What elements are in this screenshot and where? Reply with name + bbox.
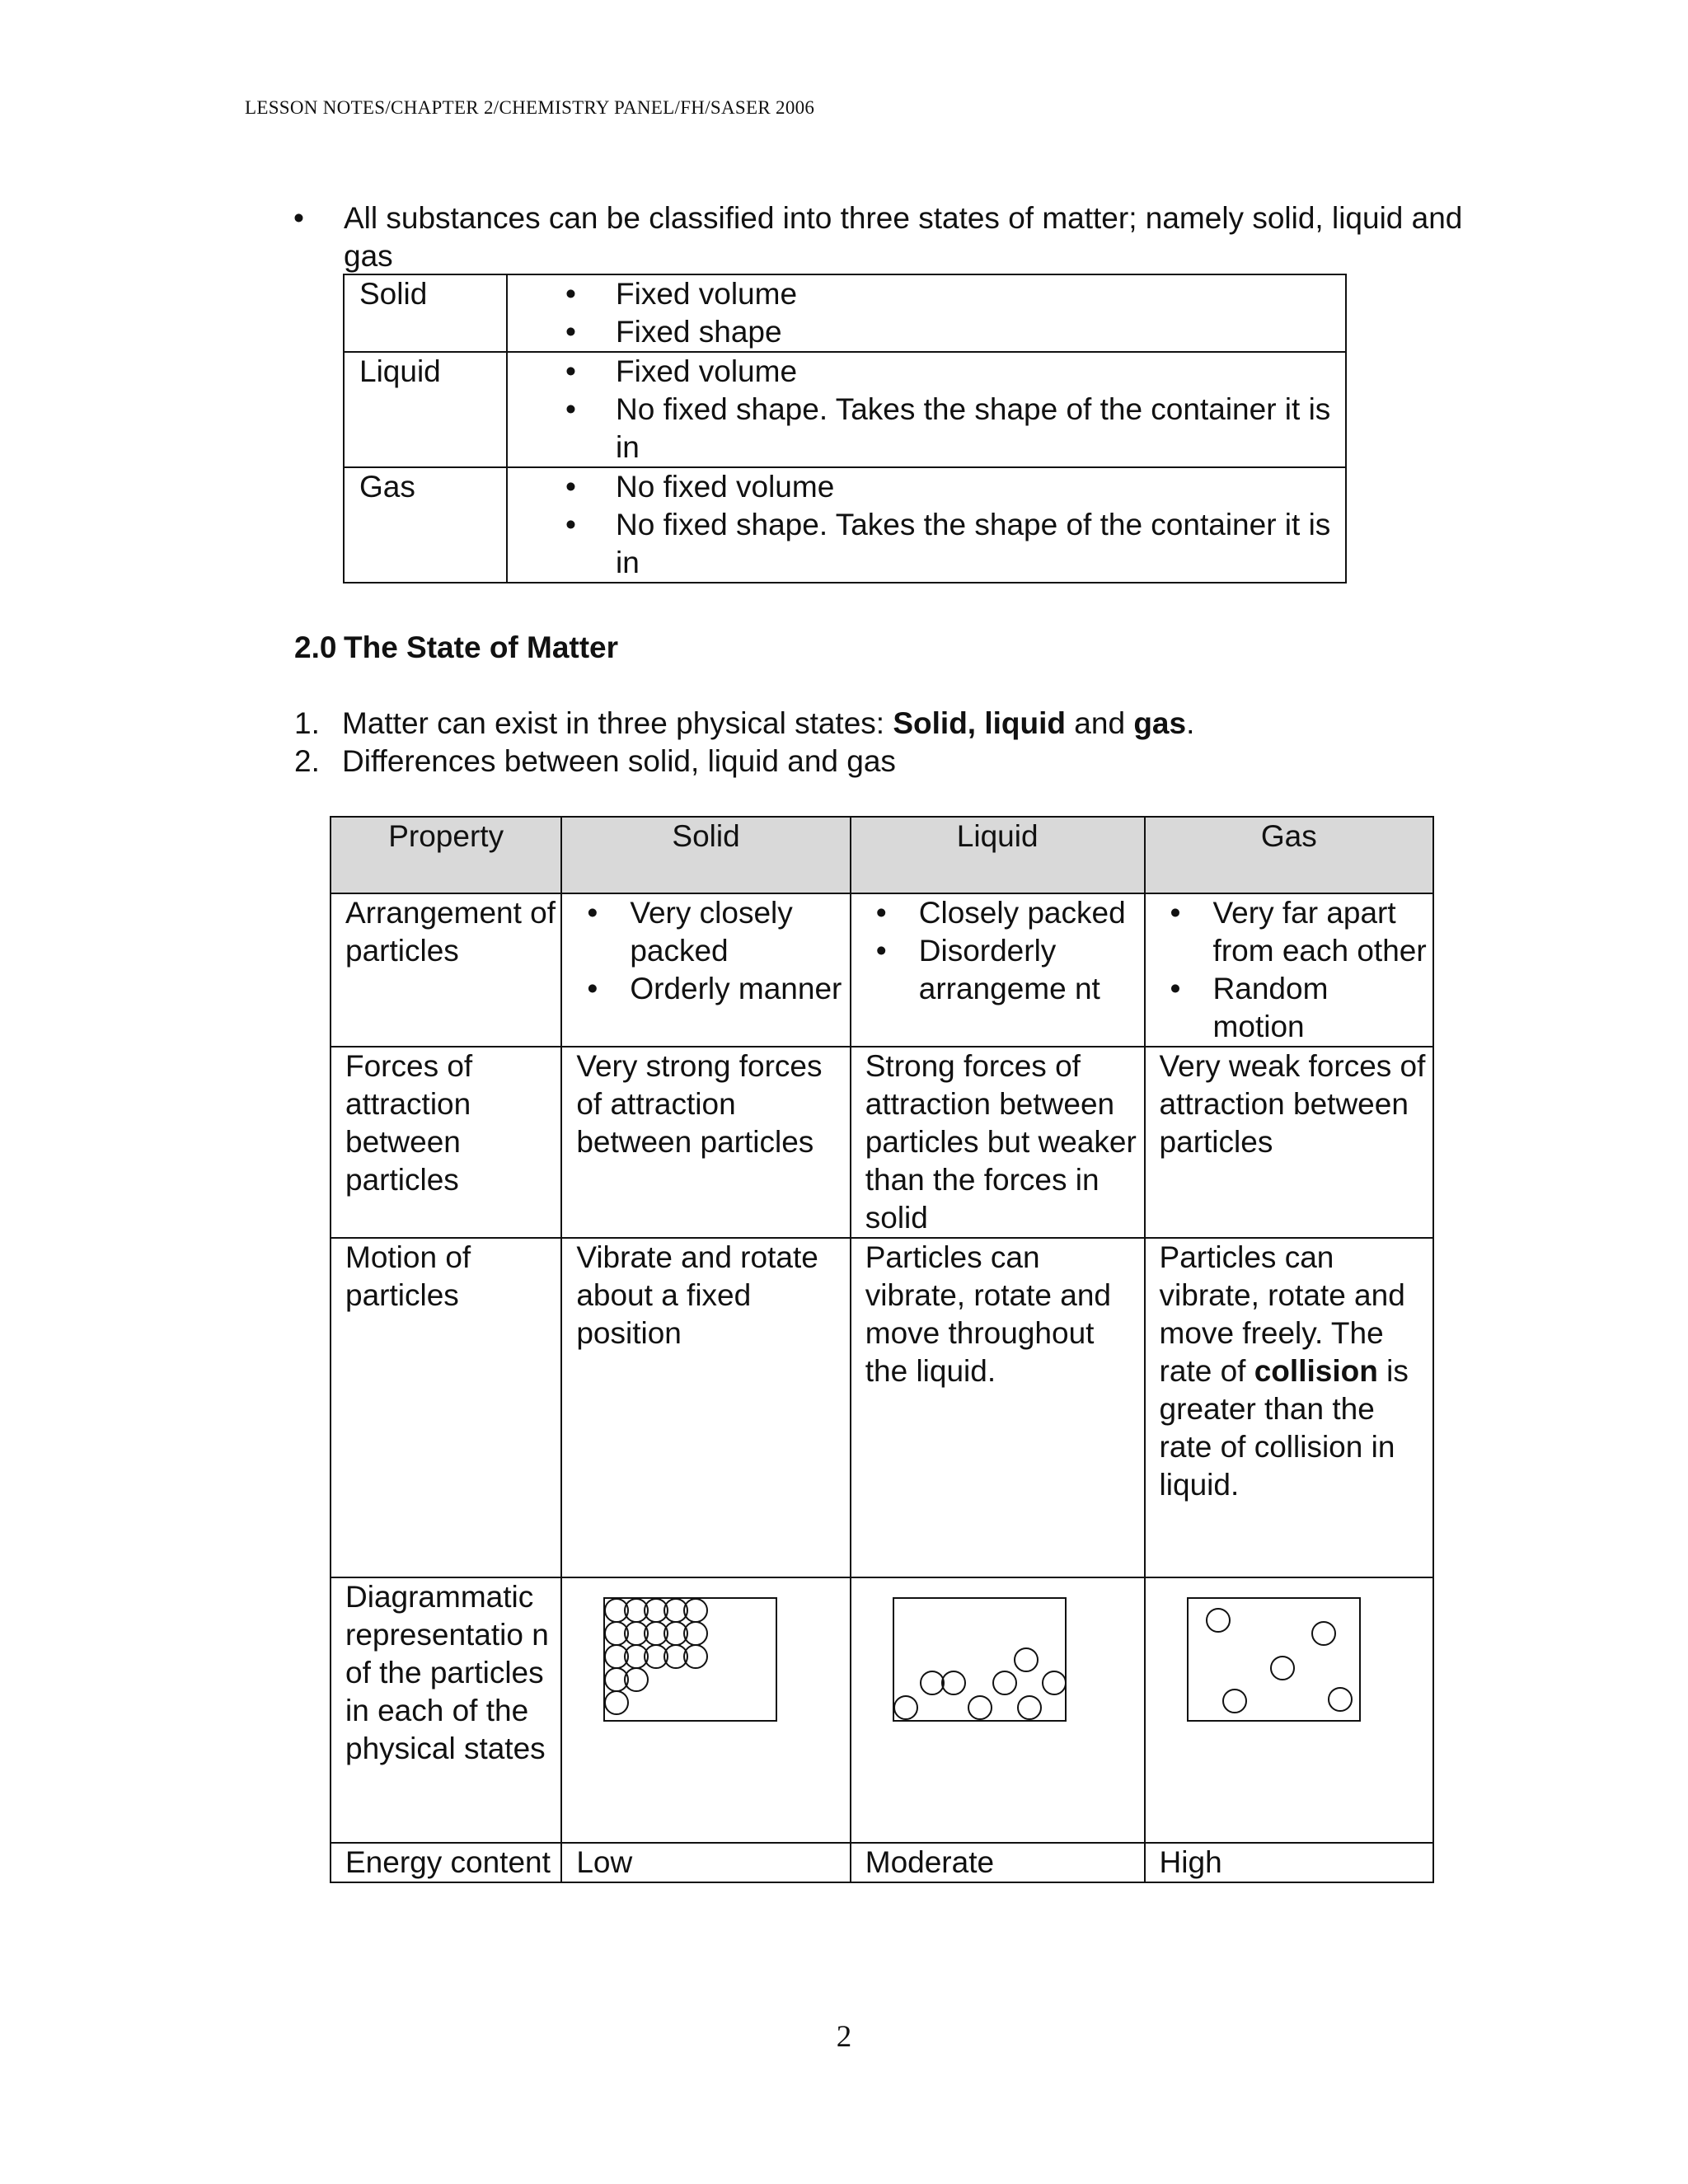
cell-text: Particles can vibrate, rotate and move freely. The rate of bbox=[1159, 1240, 1405, 1388]
table-cell: Particles can vibrate, rotate and move throughout the liquid. bbox=[851, 1238, 1145, 1577]
table-cell bbox=[1145, 1577, 1433, 1843]
solid-particles-diagram bbox=[603, 1597, 778, 1722]
table-cell bbox=[851, 1577, 1145, 1843]
list-item: • No fixed shape. Takes the shape of the container it is in bbox=[557, 506, 1345, 582]
table-cell bbox=[851, 893, 1145, 1047]
list-item: • Fixed shape bbox=[557, 313, 1345, 351]
cell-text: is greater than the rate of collision in liquid. bbox=[1159, 1354, 1409, 1502]
intro-text: All substances can be classified into three states of matter; namely solid, liquid and gas bbox=[344, 201, 1463, 273]
running-header: LESSON NOTES/CHAPTER 2/CHEMISTRY PANEL/FH/SASER 2006 bbox=[245, 97, 815, 118]
state-name: Liquid bbox=[344, 352, 507, 467]
differences-table bbox=[330, 816, 1434, 1883]
column-header: Property bbox=[331, 817, 561, 893]
state-name: Solid bbox=[344, 274, 507, 352]
list-item: • Random motion bbox=[1164, 970, 1428, 1046]
table-row bbox=[331, 1843, 1433, 1882]
column-header: Liquid bbox=[851, 817, 1145, 893]
list-item: • No fixed volume bbox=[557, 468, 1345, 506]
table-row bbox=[331, 1047, 1433, 1238]
bold-text: gas bbox=[1133, 706, 1187, 740]
list-number: 1. bbox=[294, 706, 320, 740]
list-item: • Disorderly arrangeme nt bbox=[870, 932, 1139, 1008]
list-item bbox=[294, 743, 1194, 780]
page-number: 2 bbox=[836, 2020, 852, 2054]
table-row bbox=[344, 274, 1346, 352]
bullet-icon: • bbox=[293, 201, 304, 235]
table-row bbox=[344, 352, 1346, 467]
row-label: Energy content bbox=[331, 1843, 561, 1882]
list-number: 2. bbox=[294, 744, 320, 778]
list-item: • Orderly manner bbox=[580, 970, 844, 1008]
row-label: Diagrammatic representatio n of the particles in each of the physical states bbox=[331, 1577, 561, 1843]
state-properties bbox=[507, 467, 1346, 583]
state-properties bbox=[507, 274, 1346, 352]
table-cell bbox=[561, 893, 850, 1047]
state-name: Gas bbox=[344, 467, 507, 583]
table-cell: Strong forces of attraction between particles but weaker than the forces in solid bbox=[851, 1047, 1145, 1238]
table-cell: Moderate bbox=[851, 1843, 1145, 1882]
liquid-particles-diagram bbox=[893, 1597, 1067, 1722]
row-label: Forces of attraction between particles bbox=[331, 1047, 561, 1238]
table-cell: Very strong forces of attraction between particles bbox=[561, 1047, 850, 1238]
section-number: 2.0 bbox=[294, 630, 337, 664]
list-item: • Fixed volume bbox=[557, 353, 1345, 391]
table-row bbox=[331, 1577, 1433, 1843]
table-row bbox=[344, 467, 1346, 583]
section-title: The State of Matter bbox=[344, 630, 619, 664]
table-cell bbox=[1145, 893, 1433, 1047]
list-item bbox=[294, 705, 1194, 743]
table-header-row bbox=[331, 817, 1433, 893]
row-label: Arrangement of particles bbox=[331, 893, 561, 1047]
list-item: • Very far apart from each other bbox=[1164, 894, 1428, 970]
table-cell: Very weak forces of attraction between particles bbox=[1145, 1047, 1433, 1238]
table-row bbox=[331, 1238, 1433, 1577]
state-properties bbox=[507, 352, 1346, 467]
list-item: • No fixed shape. Takes the shape of the container it is in bbox=[557, 391, 1345, 466]
bold-text: Solid, liquid bbox=[893, 706, 1067, 740]
list-item: • Fixed volume bbox=[557, 275, 1345, 313]
table-cell: Low bbox=[561, 1843, 850, 1882]
list-text: and bbox=[1066, 706, 1134, 740]
list-text: Differences between solid, liquid and gas bbox=[342, 744, 896, 778]
column-header: Solid bbox=[561, 817, 850, 893]
states-of-matter-table bbox=[343, 274, 1347, 583]
gas-particles-diagram bbox=[1187, 1597, 1362, 1722]
numbered-list bbox=[294, 705, 1194, 780]
table-cell: High bbox=[1145, 1843, 1433, 1882]
column-header: Gas bbox=[1145, 817, 1433, 893]
list-text: Matter can exist in three physical states: bbox=[342, 706, 893, 740]
table-cell bbox=[1145, 1238, 1433, 1577]
list-item: • Very closely packed bbox=[580, 894, 844, 970]
row-label: Motion of particles bbox=[331, 1238, 561, 1577]
table-cell: Vibrate and rotate about a fixed position bbox=[561, 1238, 850, 1577]
bold-text: collision bbox=[1254, 1354, 1378, 1388]
section-heading bbox=[294, 630, 618, 665]
list-item: • Closely packed bbox=[870, 894, 1139, 932]
list-text: . bbox=[1186, 706, 1195, 740]
table-row bbox=[331, 893, 1433, 1047]
table-cell bbox=[561, 1577, 850, 1843]
